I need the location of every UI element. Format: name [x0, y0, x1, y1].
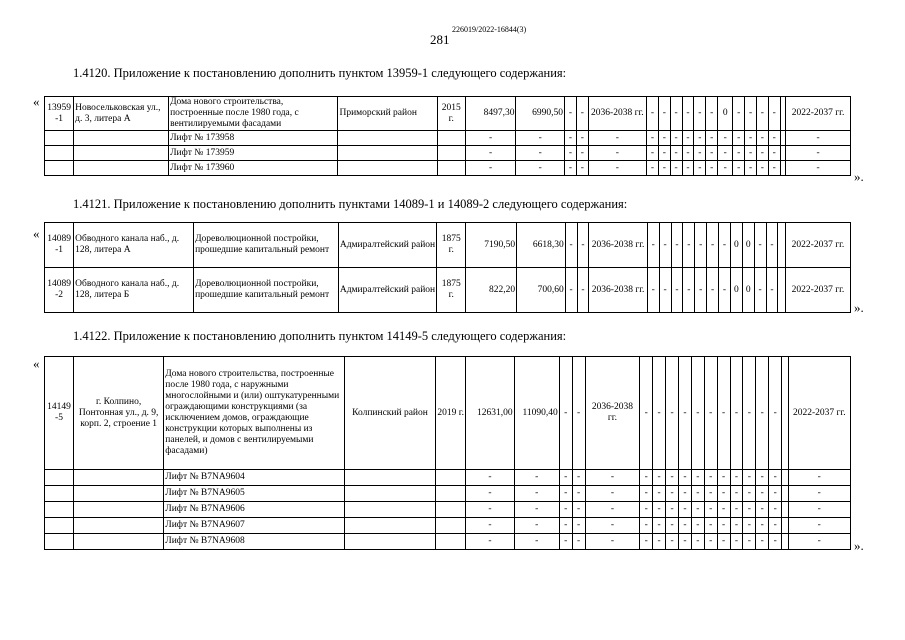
cell-empty: [45, 146, 74, 161]
cell-dash: -: [572, 534, 585, 550]
cell-dash: -: [516, 131, 565, 146]
section-heading-4122: 1.4122. Приложение к постановлению дополнить пунктом 14149-5 следующего содержания:: [73, 329, 567, 343]
cell-empty: [436, 518, 466, 534]
cell-dash: -: [717, 486, 730, 502]
cell-dash: -: [576, 97, 588, 131]
cell-empty: [436, 502, 466, 518]
cell-empty: [45, 131, 74, 146]
cell-dash: -: [559, 502, 572, 518]
cell-building-type: Дома нового строительства, построенные после 1980 года, с наружными многослойными и (или) оштукатуренными ограждающими конструкциями (за исключением домов, ограждающие конструкции которых выполнены из панелей, и домов с вентилируемыми фасадами): [164, 357, 345, 470]
cell-dash: -: [730, 486, 743, 502]
cell-dash: -: [704, 486, 717, 502]
cell-dash: -: [640, 486, 653, 502]
cell-dash: -: [585, 470, 640, 486]
cell-period: 2036-2038 гг.: [585, 357, 640, 470]
open-quote: «: [33, 94, 40, 109]
cell-dash: -: [743, 502, 756, 518]
cell-dash: -: [717, 534, 730, 550]
cell-dash: -: [683, 223, 695, 268]
cell-dash: -: [707, 223, 719, 268]
cell-empty: [74, 502, 164, 518]
cell-dash: -: [717, 357, 730, 470]
cell-dash: -: [691, 502, 704, 518]
cell-dash: -: [756, 131, 768, 146]
cell-dash: -: [768, 146, 780, 161]
cell-dash: -: [658, 97, 670, 131]
open-quote: «: [33, 356, 40, 371]
cell-dash: -: [733, 97, 745, 131]
cell-dash: -: [743, 518, 756, 534]
cell-dash: -: [658, 161, 670, 176]
cell-year: 1875 г.: [437, 223, 466, 268]
open-quote: «: [33, 226, 40, 241]
cell-dash: -: [559, 518, 572, 534]
cell-dash: -: [670, 131, 682, 146]
cell-dash: -: [640, 502, 653, 518]
cell-dash: -: [516, 146, 565, 161]
cell-dash: -: [466, 518, 514, 534]
cell-address: Новосельковская ул., д. 3, литера А: [74, 97, 169, 131]
cell-lift: Лифт № 173959: [169, 146, 338, 161]
cell-dash: -: [577, 223, 589, 268]
cell-district: Адмиралтейский район: [338, 223, 436, 268]
cell-dash: -: [588, 131, 646, 146]
cell-zero: 0: [742, 268, 754, 313]
cell-dash: -: [585, 502, 640, 518]
cell-dash: -: [730, 518, 743, 534]
cell-dash: -: [769, 534, 782, 550]
cell-dash: -: [745, 161, 757, 176]
cell-area-living: 6618,30: [517, 223, 566, 268]
cell-area-total: 7190,50: [466, 223, 517, 268]
cell-dash: -: [670, 97, 682, 131]
cell-dash: -: [706, 97, 718, 131]
cell-empty: [74, 486, 164, 502]
cell-lift: Лифт № B7NA9607: [164, 518, 345, 534]
cell-dash: -: [682, 97, 694, 131]
cell-dash: -: [719, 223, 731, 268]
cell-dash: -: [576, 146, 588, 161]
cell-dash: -: [707, 268, 719, 313]
cell-address: Обводного канала наб., д. 128, литера А: [74, 223, 194, 268]
cell-dash: -: [576, 131, 588, 146]
cell-dash: -: [565, 146, 577, 161]
cell-dash: -: [704, 518, 717, 534]
cell-dash: -: [646, 161, 658, 176]
cell-dash: -: [514, 470, 559, 486]
cell-dash: -: [516, 161, 565, 176]
cell-dash: -: [678, 518, 691, 534]
cell-dash: -: [659, 223, 671, 268]
cell-dash: -: [565, 161, 577, 176]
cell-area-total: 12631,00: [466, 357, 514, 470]
cell-dash: -: [717, 502, 730, 518]
cell-dash: -: [576, 161, 588, 176]
cell-zero: 0: [742, 223, 754, 268]
cell-dash: -: [756, 357, 769, 470]
cell-building-type: Дома нового строительства, построенные после 1980 года, с вентилируемыми фасадами: [169, 97, 338, 131]
cell-dash: -: [682, 146, 694, 161]
cell-district: Адмиралтейский район: [338, 268, 436, 313]
cell-empty: [338, 161, 437, 176]
cell-dash: -: [754, 223, 766, 268]
cell-dash: -: [658, 146, 670, 161]
cell-dash: -: [666, 470, 679, 486]
cell-dash: -: [788, 534, 850, 550]
cell-year: 2019 г.: [436, 357, 466, 470]
cell-dash: -: [756, 470, 769, 486]
cell-dash: -: [465, 131, 516, 146]
cell-district: Приморский район: [338, 97, 437, 131]
cell-dash: -: [756, 534, 769, 550]
cell-dash: -: [514, 502, 559, 518]
cell-dash: -: [653, 518, 666, 534]
cell-dash: -: [745, 131, 757, 146]
table-row: [45, 357, 851, 470]
cell-dash: -: [565, 268, 577, 313]
cell-dash: -: [743, 534, 756, 550]
cell-lift: Лифт № B7NA9606: [164, 502, 345, 518]
cell-dash: -: [756, 518, 769, 534]
cell-empty: [45, 486, 74, 502]
cell-dash: -: [769, 470, 782, 486]
cell-empty: [437, 131, 465, 146]
cell-dash: -: [768, 131, 780, 146]
cell-lift: Лифт № B7NA9605: [164, 486, 345, 502]
table-row: [45, 268, 851, 313]
document-number: 226019/2022-16844(3): [452, 25, 527, 34]
cell-dash: -: [585, 534, 640, 550]
table-row: [45, 486, 851, 502]
cell-dash: -: [786, 146, 851, 161]
cell-dash: -: [572, 357, 585, 470]
cell-dash: -: [670, 161, 682, 176]
table-row: [45, 518, 851, 534]
cell-dash: -: [788, 518, 850, 534]
cell-lift: Лифт № 173960: [169, 161, 338, 176]
cell-zero: 0: [730, 223, 742, 268]
cell-dash: -: [718, 131, 733, 146]
cell-zero: 0: [718, 97, 733, 131]
cell-dash: -: [691, 534, 704, 550]
cell-dash: -: [572, 470, 585, 486]
cell-dash: -: [691, 486, 704, 502]
cell-dash: -: [730, 470, 743, 486]
cell-dash: -: [683, 268, 695, 313]
cell-area-living: 11090,40: [514, 357, 559, 470]
cell-dash: -: [678, 357, 691, 470]
cell-dash: -: [704, 534, 717, 550]
cell-dash: -: [678, 534, 691, 550]
cell-dash: -: [658, 131, 670, 146]
cell-dash: -: [572, 518, 585, 534]
cell-dash: -: [565, 97, 577, 131]
cell-num: 14089 -1: [45, 223, 74, 268]
cell-dash: -: [769, 518, 782, 534]
table-row: [45, 146, 851, 161]
table-row: [45, 502, 851, 518]
cell-lift: Лифт № 173958: [169, 131, 338, 146]
cell-empty: [338, 146, 437, 161]
cell-dash: -: [514, 534, 559, 550]
cell-dash: -: [730, 534, 743, 550]
cell-empty: [74, 131, 169, 146]
cell-dash: -: [565, 223, 577, 268]
cell-dash: -: [694, 161, 706, 176]
cell-dash: -: [756, 161, 768, 176]
cell-dash: -: [588, 146, 646, 161]
cell-term: 2022-2037 гг.: [786, 97, 851, 131]
cell-dash: -: [788, 470, 850, 486]
cell-dash: -: [666, 518, 679, 534]
cell-dash: -: [514, 518, 559, 534]
cell-dash: -: [559, 470, 572, 486]
cell-dash: -: [756, 146, 768, 161]
cell-dash: -: [695, 268, 707, 313]
table-4122: [44, 356, 851, 550]
cell-year: 1875 г.: [437, 268, 466, 313]
cell-dash: -: [666, 502, 679, 518]
cell-dash: -: [572, 486, 585, 502]
cell-dash: -: [768, 161, 780, 176]
cell-dash: -: [743, 470, 756, 486]
cell-empty: [45, 161, 74, 176]
cell-dash: -: [756, 502, 769, 518]
cell-dash: -: [730, 357, 743, 470]
cell-dash: -: [788, 486, 850, 502]
cell-empty: [436, 534, 466, 550]
cell-empty: [74, 534, 164, 550]
cell-dash: -: [653, 486, 666, 502]
cell-dash: -: [466, 486, 514, 502]
cell-dash: -: [588, 161, 646, 176]
cell-dash: -: [769, 486, 782, 502]
cell-dash: -: [682, 131, 694, 146]
cell-dash: -: [733, 161, 745, 176]
cell-dash: -: [666, 357, 679, 470]
cell-dash: -: [706, 131, 718, 146]
cell-dash: -: [766, 223, 778, 268]
cell-address: Обводного канала наб., д. 128, литера Б: [74, 268, 194, 313]
cell-dash: -: [666, 486, 679, 502]
cell-dash: -: [743, 486, 756, 502]
cell-dash: -: [743, 357, 756, 470]
close-quote: ».: [854, 169, 864, 184]
cell-dash: -: [745, 146, 757, 161]
cell-empty: [437, 161, 465, 176]
cell-area-living: 700,60: [517, 268, 566, 313]
close-quote: ».: [854, 300, 864, 315]
table-row: [45, 97, 851, 131]
cell-dash: -: [717, 518, 730, 534]
cell-dash: -: [466, 534, 514, 550]
cell-empty: [778, 223, 786, 268]
cell-dash: -: [704, 470, 717, 486]
cell-dash: -: [694, 97, 706, 131]
section-heading-4120: 1.4120. Приложение к постановлению дополнить пунктом 13959-1 следующего содержания:: [73, 66, 567, 80]
cell-empty: [45, 502, 74, 518]
cell-dash: -: [691, 357, 704, 470]
cell-district: Колпинский район: [344, 357, 435, 470]
cell-dash: -: [577, 268, 589, 313]
cell-building-type: Дореволюционной постройки, прошедшие капитальный ремонт: [194, 268, 339, 313]
cell-num: 14149 -5: [45, 357, 74, 470]
cell-dash: -: [678, 502, 691, 518]
cell-period: 2036-2038 гг.: [588, 97, 646, 131]
cell-dash: -: [646, 97, 658, 131]
cell-dash: -: [695, 223, 707, 268]
cell-empty: [74, 518, 164, 534]
cell-empty: [74, 161, 169, 176]
cell-dash: -: [565, 131, 577, 146]
cell-dash: -: [670, 146, 682, 161]
cell-period: 2036-2038 гг.: [589, 223, 647, 268]
cell-dash: -: [788, 502, 850, 518]
cell-dash: -: [706, 146, 718, 161]
cell-empty: [344, 470, 435, 486]
cell-dash: -: [646, 146, 658, 161]
cell-dash: -: [718, 161, 733, 176]
cell-dash: -: [559, 534, 572, 550]
cell-dash: -: [585, 518, 640, 534]
cell-dash: -: [465, 161, 516, 176]
cell-dash: -: [691, 470, 704, 486]
cell-empty: [45, 518, 74, 534]
cell-dash: -: [646, 131, 658, 146]
cell-dash: -: [466, 470, 514, 486]
cell-area-total: 822,20: [466, 268, 517, 313]
table-row: [45, 470, 851, 486]
table-row: [45, 131, 851, 146]
cell-empty: [436, 470, 466, 486]
cell-empty: [436, 486, 466, 502]
cell-empty: [74, 146, 169, 161]
cell-dash: -: [647, 268, 659, 313]
cell-dash: -: [653, 357, 666, 470]
cell-dash: -: [559, 486, 572, 502]
cell-dash: -: [691, 518, 704, 534]
table-row: [45, 161, 851, 176]
cell-dash: -: [768, 97, 780, 131]
cell-dash: -: [653, 502, 666, 518]
cell-dash: -: [706, 161, 718, 176]
cell-dash: -: [572, 502, 585, 518]
cell-term: 2022-2037 гг.: [788, 357, 850, 470]
cell-dash: -: [678, 486, 691, 502]
cell-dash: -: [719, 268, 731, 313]
table-4120: [44, 96, 851, 176]
cell-year: 2015 г.: [437, 97, 465, 131]
cell-dash: -: [559, 357, 572, 470]
cell-area-living: 6990,50: [516, 97, 565, 131]
cell-dash: -: [659, 268, 671, 313]
cell-lift: Лифт № B7NA9604: [164, 470, 345, 486]
cell-term: 2022-2037 гг.: [785, 223, 850, 268]
cell-dash: -: [718, 146, 733, 161]
cell-dash: -: [704, 502, 717, 518]
page-number: 281: [430, 32, 450, 47]
cell-dash: -: [766, 268, 778, 313]
cell-dash: -: [671, 223, 683, 268]
cell-empty: [344, 502, 435, 518]
cell-dash: -: [647, 223, 659, 268]
cell-empty: [338, 131, 437, 146]
cell-dash: -: [769, 502, 782, 518]
cell-dash: -: [653, 534, 666, 550]
cell-dash: -: [717, 470, 730, 486]
cell-area-total: 8497,30: [465, 97, 516, 131]
table-row: [45, 534, 851, 550]
cell-dash: -: [730, 502, 743, 518]
cell-dash: -: [671, 268, 683, 313]
cell-dash: -: [666, 534, 679, 550]
cell-empty: [778, 268, 786, 313]
cell-address: г. Колпино, Понтонная ул., д. 9, корп. 2, строение 1: [74, 357, 164, 470]
cell-dash: -: [733, 131, 745, 146]
cell-empty: [344, 534, 435, 550]
cell-dash: -: [640, 534, 653, 550]
cell-dash: -: [640, 357, 653, 470]
cell-dash: -: [754, 268, 766, 313]
cell-dash: -: [756, 486, 769, 502]
cell-dash: -: [745, 97, 757, 131]
cell-dash: -: [756, 97, 768, 131]
cell-dash: -: [640, 470, 653, 486]
cell-dash: -: [786, 161, 851, 176]
cell-empty: [344, 518, 435, 534]
cell-dash: -: [704, 357, 717, 470]
cell-zero: 0: [730, 268, 742, 313]
cell-term: 2022-2037 гг.: [785, 268, 850, 313]
cell-empty: [45, 534, 74, 550]
table-4121: [44, 222, 851, 313]
cell-num: 13959 -1: [45, 97, 74, 131]
cell-dash: -: [514, 486, 559, 502]
cell-dash: -: [465, 146, 516, 161]
section-heading-4121: 1.4121. Приложение к постановлению дополнить пунктами 14089-1 и 14089-2 следующего содержания:: [73, 197, 628, 211]
table-row: [45, 223, 851, 268]
cell-dash: -: [585, 486, 640, 502]
cell-num: 14089 -2: [45, 268, 74, 313]
cell-dash: -: [786, 131, 851, 146]
cell-building-type: Дореволюционной постройки, прошедшие капитальный ремонт: [194, 223, 339, 268]
cell-empty: [344, 486, 435, 502]
cell-dash: -: [466, 502, 514, 518]
cell-dash: -: [640, 518, 653, 534]
cell-dash: -: [653, 470, 666, 486]
cell-dash: -: [694, 146, 706, 161]
cell-dash: -: [769, 357, 782, 470]
cell-period: 2036-2038 гг.: [589, 268, 647, 313]
cell-dash: -: [682, 161, 694, 176]
cell-empty: [45, 470, 74, 486]
cell-dash: -: [678, 470, 691, 486]
cell-lift: Лифт № B7NA9608: [164, 534, 345, 550]
cell-dash: -: [694, 131, 706, 146]
cell-empty: [74, 470, 164, 486]
close-quote: ».: [854, 538, 864, 553]
cell-dash: -: [733, 146, 745, 161]
cell-empty: [437, 146, 465, 161]
